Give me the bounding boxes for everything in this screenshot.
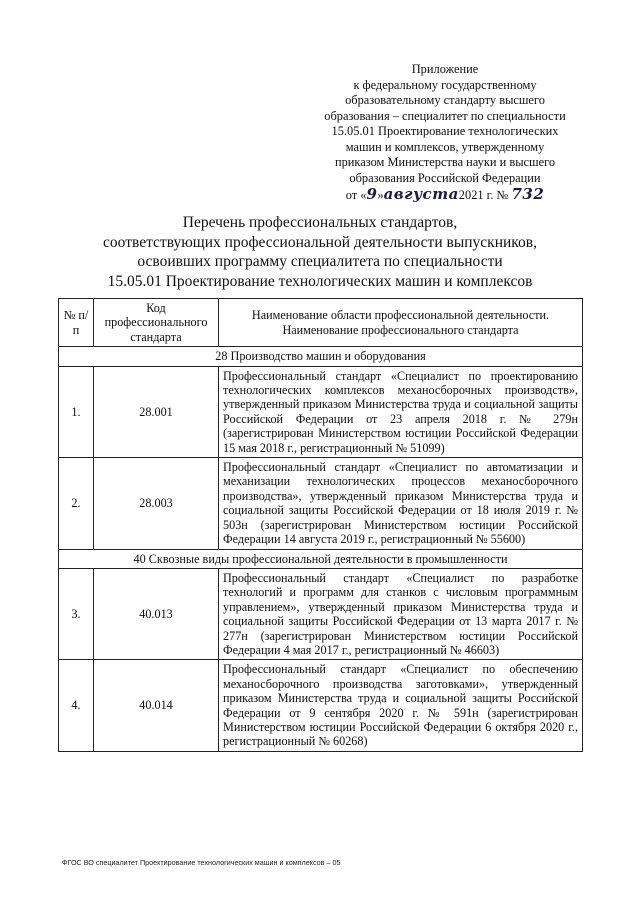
order-prefix: от « xyxy=(345,188,367,202)
table-header-row xyxy=(59,299,583,347)
appendix-block xyxy=(300,62,590,204)
appendix-line: Приложение xyxy=(411,62,479,76)
row-text: Профессиональный стандарт «Специалист по проектированию технологических комплексов механосборочных производств», утвержденный приказом Министерства труда и социальной защиты Российской Федерации от 23 апреля 2018 г. № 279н (зарегистрирован Министерством юстиции Российской Федерации 15 мая 2018 г., регистрационный № 51099) xyxy=(219,366,583,457)
title-line: Перечень профессиональных стандартов, xyxy=(182,214,458,231)
header-code: Код профессионального стандарта xyxy=(94,299,219,347)
appendix-line: машин и комплексов, утвержденному xyxy=(345,139,545,154)
table-row xyxy=(59,458,583,549)
row-text: Профессиональный стандарт «Специалист по автоматизации и механизации технологических процессов механосборочного производства», утвержденный приказом Министерства труда и социальной защиты Российской Федерации от 18 июля 2019 г. № 503н (зарегистрирован Министерством юстиции Российской Федерации 14 августа 2019 г., регистрационный № 55600) xyxy=(219,458,583,549)
row-code: 28.001 xyxy=(94,366,219,457)
section-title: 40 Сквозные виды профессиональной деятельности в промышленности xyxy=(59,549,583,568)
row-code: 40.014 xyxy=(94,660,219,751)
order-number-handwritten: 732 xyxy=(511,185,545,203)
row-num: 3. xyxy=(59,568,94,659)
row-num: 4. xyxy=(59,660,94,751)
appendix-line: образования Российской Федерации xyxy=(349,170,541,185)
title-line: соответствующих профессиональной деятельности выпускников, xyxy=(103,233,537,251)
row-text: Профессиональный стандарт «Специалист по обеспечению механосборочного производства заготовками», утвержденный приказом Министерства труда и социальной защиты Российской Федерации от 9 сентября 2020 г. № 591н (зарегистрирован Министерством юстиции Российской Федерации 6 октября 2020 г., регистрационный № 60268) xyxy=(219,660,583,751)
row-text: Профессиональный стандарт «Специалист по разработке технологий и программ для станков с числовым программным управлением», утвержденный приказом Министерства труда и социальной защиты Российской Федерации от 13 марта 2017 г. № 277н (зарегистрирован Министерством юстиции Российской Федерации 4 мая 2017 г., регистрационный № 46603) xyxy=(219,568,583,659)
row-num: 2. xyxy=(59,458,94,549)
order-month-handwritten: августа xyxy=(383,185,459,203)
order-year: 2021 г. № xyxy=(458,188,509,202)
appendix-line: образования – специалитет по специальности xyxy=(324,108,566,123)
header-num: № п/п xyxy=(59,299,94,347)
order-date-line xyxy=(300,187,590,204)
order-day-handwritten: 9 xyxy=(366,185,378,203)
table-row xyxy=(59,568,583,659)
section-row xyxy=(59,347,583,366)
appendix-line: 15.05.01 Проектирование технологических xyxy=(331,124,559,138)
appendix-line: приказом Министерства науки и высшего xyxy=(334,155,556,169)
appendix-line: образовательному стандарту высшего xyxy=(345,93,545,107)
row-code: 40.013 xyxy=(94,568,219,659)
section-row xyxy=(59,549,583,568)
table-row xyxy=(59,660,583,751)
section-title: 28 Производство машин и оборудования xyxy=(59,347,583,366)
table-row xyxy=(59,366,583,457)
document-title xyxy=(70,213,570,291)
row-code: 28.003 xyxy=(94,458,219,549)
order-mid: » xyxy=(377,188,384,202)
standards-table xyxy=(58,298,583,752)
appendix-line: к федеральному государственному xyxy=(353,77,537,92)
row-num: 1. xyxy=(59,366,94,457)
header-name: Наименование области профессиональной деятельности. Наименование профессионального стандарта xyxy=(219,299,583,347)
page-footer: ФГОС ВО специалитет Проектирование технологических машин и комплексов – 05 xyxy=(62,858,341,867)
title-line: 15.05.01 Проектирование технологических машин и комплексов xyxy=(107,272,533,290)
title-line: освоивших программу специалитета по специальности xyxy=(137,253,503,270)
